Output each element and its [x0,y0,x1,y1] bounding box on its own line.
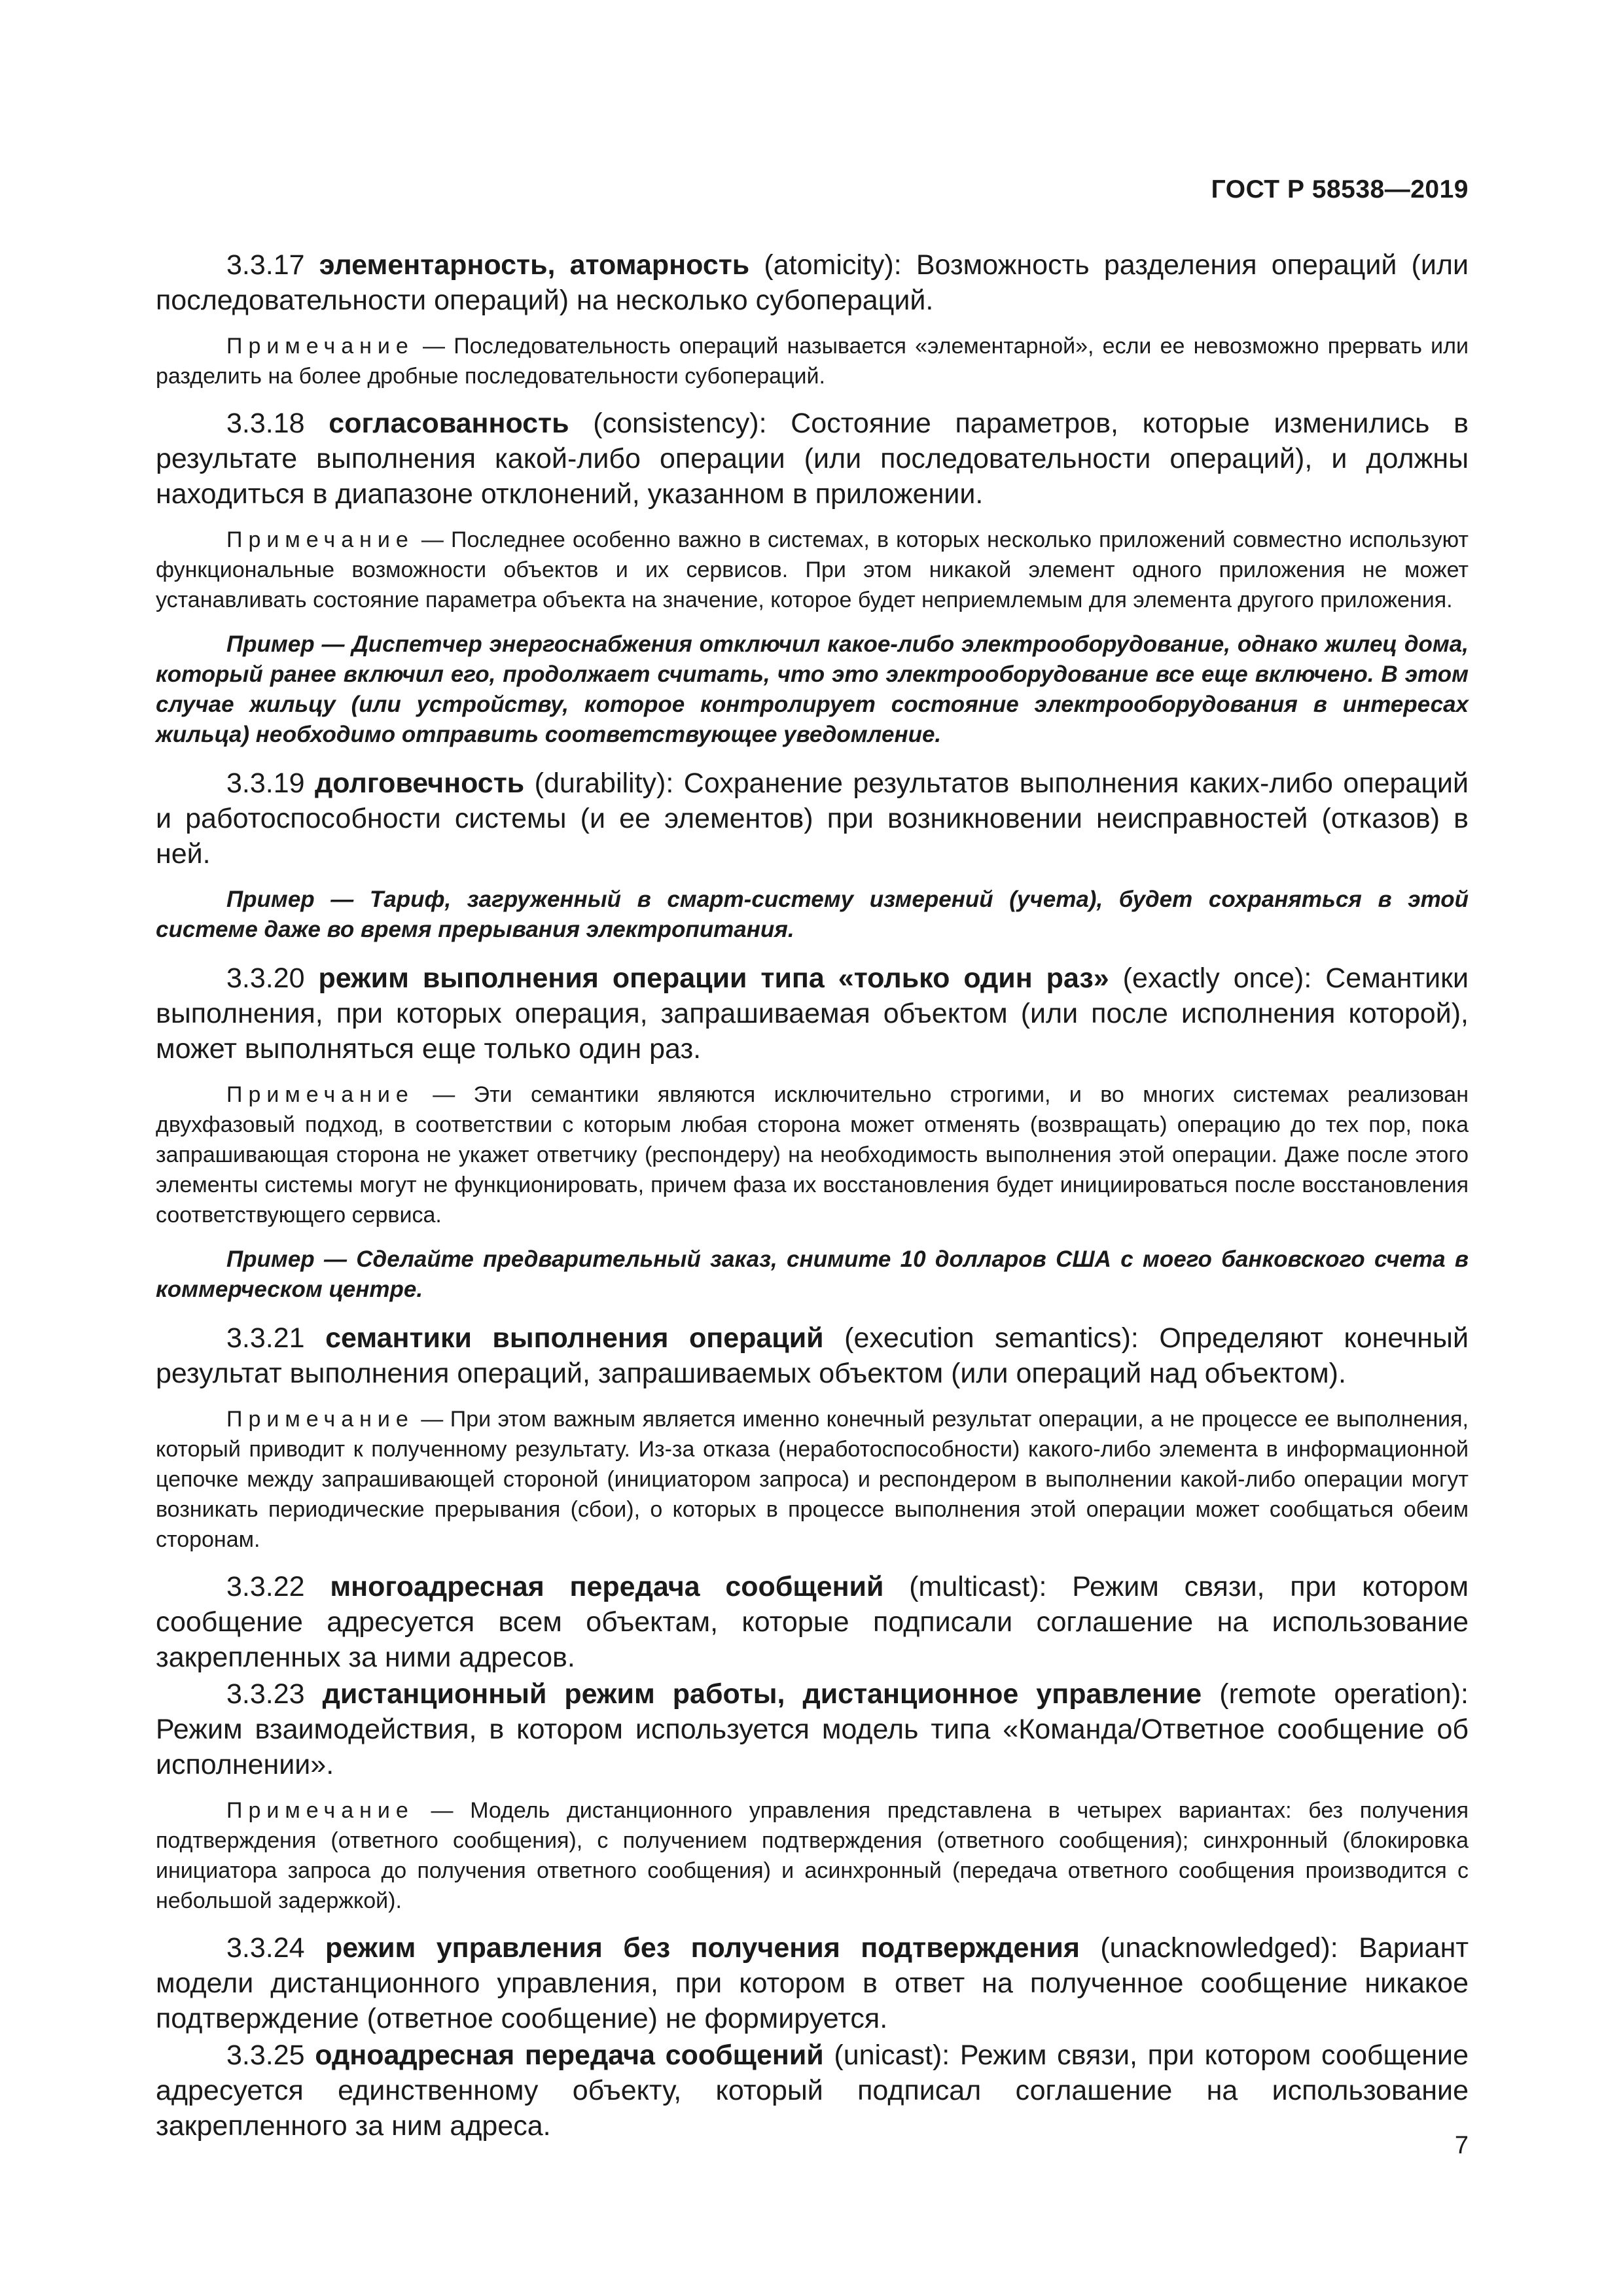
term-number: 3.3.24 [226,1932,305,1964]
term-number: 3.3.18 [226,408,305,439]
term-name: согласованность [329,408,569,439]
term-definition: : Сохранение результатов выполнения каких-либо операций и работоспособности системы (и ее элементов) при возникновении неисправностей (отказов) в ней. [156,768,1469,870]
term-name: режим выполнения операции типа «только один раз» [318,963,1109,994]
note-paragraph [156,1080,1469,1230]
term-number: 3.3.23 [226,1678,305,1710]
term-entry-3-3-24 [156,1930,1469,2036]
example-paragraph [156,629,1469,750]
term-english: (durability) [534,768,666,799]
term-name: одноадресная передача сообщений [315,2040,824,2071]
term-entry-3-3-22 [156,1569,1469,1675]
term-entry-3-3-21 [156,1320,1469,1391]
term-entry-3-3-20 [156,961,1469,1067]
note-text: — Последовательность операций называется «элементарной», если ее невозможно прервать или разделить на более дробные последовательности субопераций. [156,334,1469,389]
document-page [156,0,1469,2296]
term-english: (execution semantics) [844,1322,1131,1354]
term-entry-3-3-17 [156,247,1469,318]
term-number: 3.3.20 [226,963,305,994]
term-name: семантики выполнения операций [325,1322,824,1354]
example-text: — Диспетчер энергоснабжения отключил какое-либо электрооборудование, однако жилец дома, который ранее включил его, продолжает считать, что это электрооборудование все еще включено. В этом случае жильцу (или устройству, которое контролирует состояние электрооборудования в интересах жильца) необходимо отправить соответствующее уведомление. [156,631,1469,747]
example-label: Пример [226,631,315,657]
term-definition: : Семантики выполнения, при которых операция, запрашиваемая объектом (или после исполнения которой), может выполняться еще только один раз. [156,963,1469,1065]
term-english: (unicast) [834,2040,942,2071]
term-definition: : Вариант модели дистанционного управления, при котором в ответ на полученное сообщение никакое подтверждение (ответное сообщение) не формируется. [156,1932,1469,2034]
term-name: многоадресная передача сообщений [330,1571,884,1602]
note-text: — Эти семантики являются исключительно строгими, и во многих системах реализован двухфазовый подход, в соответствии с которым любая сторона может отменять (возвращать) операцию до тех пор, пока запрашивающая сторона не укажет ответчику (респондеру) на необходимость выполнения этой операции. Даже после этого элементы системы могут не функционировать, причем фаза их восстановления будет инициироваться после восстановления соответствующего сервиса. [156,1082,1469,1227]
term-entry-3-3-18 [156,406,1469,512]
term-definition: : Состояние параметров, которые изменились в результате выполнения какой-либо операции (или последовательности операций), и должны находиться в диапазоне отклонений, указанном в приложении. [156,408,1469,510]
term-english: (unacknowledged) [1100,1932,1330,1964]
term-name: дистанционный режим работы, дистанционное управление [322,1678,1202,1710]
term-english: (consistency) [593,408,759,439]
example-paragraph [156,885,1469,945]
term-entry-3-3-23 [156,1676,1469,1782]
note-text: — Модель дистанционного управления представлена в четырех вариантах: без получения подтверждения (ответного сообщения), с получением подтверждения (ответного сообщения); синхронный (блокировка инициатора запроса до получения ответного сообщения) и асинхронный (передача ответного сообщения производится с небольшой задержкой). [156,1798,1469,1913]
page-number: 7 [1454,2132,1469,2159]
note-label: Примечание [226,1407,414,1432]
term-english: (atomicity) [764,249,894,281]
note-paragraph [156,1795,1469,1916]
note-paragraph [156,525,1469,615]
term-number: 3.3.19 [226,768,305,799]
note-paragraph [156,1404,1469,1555]
term-number: 3.3.22 [226,1571,305,1602]
note-label: Примечание [226,334,414,359]
term-name: режим управления без получения подтверждения [325,1932,1080,1964]
note-label: Примечание [226,1798,414,1823]
document-id-header: ГОСТ Р 58538—2019 [1211,175,1469,203]
example-text: — Сделайте предварительный заказ, снимите 10 долларов США с моего банковского счета в коммерческом центре. [156,1246,1469,1302]
note-text: — Последнее особенно важно в системах, в которых несколько приложений совместно используют функциональные возможности объектов и их сервисов. При этом никакой элемент одного приложения не может устанавливать состояние параметра объекта на значение, которое будет неприемлемым для элемента другого приложения. [156,527,1469,612]
term-english: (exactly once) [1122,963,1304,994]
example-label: Пример [226,1246,315,1272]
term-number: 3.3.21 [226,1322,305,1354]
note-label: Примечание [226,1082,414,1107]
term-definition: : Определяют конечный результат выполнения операций, запрашиваемых объектом (или операций над объектом). [156,1322,1469,1389]
term-english: (multicast) [909,1571,1039,1602]
term-entry-3-3-19 [156,766,1469,872]
term-number: 3.3.25 [226,2040,305,2071]
term-name: элементарность, атомарность [319,249,750,281]
example-paragraph [156,1245,1469,1305]
example-label: Пример [226,887,315,912]
term-number: 3.3.17 [226,249,305,281]
document-body [156,247,1469,2157]
term-entry-3-3-25 [156,2038,1469,2144]
term-definition: : Режим связи, при котором сообщение адресуется единственному объекту, который подписал соглашение на использование закрепленного за ним адреса. [156,2040,1469,2142]
term-definition: : Режим связи, при котором сообщение адресуется всем объектам, которые подписали соглашение на использование закрепленных за ними адресов. [156,1571,1469,1673]
term-name: долговечность [315,768,525,799]
term-definition: : Возможность разделения операций (или последовательности операций) на несколько субопераций. [156,249,1469,316]
note-text: — При этом важным является именно конечный результат операции, а не процессе ее выполнения, который приводит к полученному результату. Из-за отказа (неработоспособности) какого-либо элемента в информационной цепочке между запрашивающей стороной (инициатором запроса) и респондером в выполнении какой-либо операции могут возникать периодические прерывания (сбои), о которых в процессе выполнения этой операции может сообщаться обеим сторонам. [156,1407,1469,1552]
term-definition: : Режим взаимодействия, в котором используется модель типа «Команда/Ответное сообщение об исполнении». [156,1678,1469,1780]
example-text: — Тариф, загруженный в смарт-систему измерений (учета), будет сохраняться в этой системе даже во время прерывания электропитания. [156,887,1469,942]
term-english: (remote operation) [1219,1678,1461,1710]
note-label: Примечание [226,527,414,552]
note-paragraph [156,331,1469,391]
